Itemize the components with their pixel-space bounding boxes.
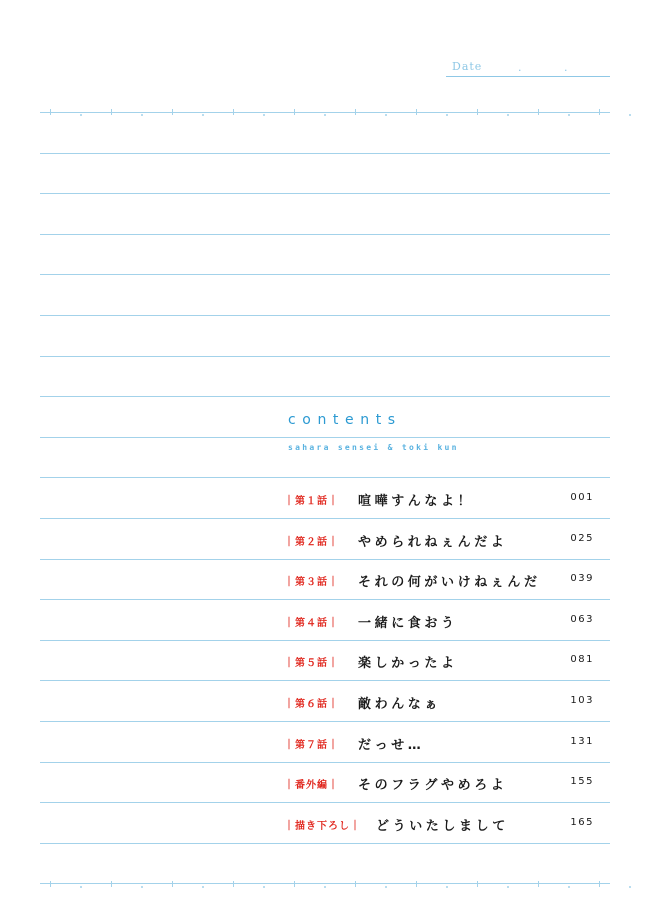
ruler-tick <box>172 109 173 115</box>
ruler-tick <box>172 881 173 887</box>
chapter-label: ｜第３話｜ <box>284 577 339 589</box>
date-separator: . <box>564 61 568 74</box>
page-number: 155 <box>570 776 594 788</box>
ruler-dot <box>446 114 448 116</box>
ruled-line <box>40 518 610 519</box>
page-number: 025 <box>570 532 594 544</box>
page-number: 103 <box>570 695 594 706</box>
ruler-dot <box>385 886 387 888</box>
chapter-label: ｜番外編｜ <box>284 780 339 792</box>
ruled-line <box>40 153 610 154</box>
chapter-label: ｜第２話｜ <box>284 536 339 548</box>
ruler-tick <box>416 109 417 115</box>
contents-heading: contents <box>288 412 402 428</box>
ruler-dot <box>202 886 204 888</box>
toc-entry[interactable] <box>284 612 594 632</box>
ruled-line <box>40 356 610 357</box>
chapter-title: どういたしまして <box>376 818 509 834</box>
ruled-line <box>40 477 610 478</box>
chapter-label: ｜第６話｜ <box>284 699 339 710</box>
toc-entry[interactable] <box>284 652 594 672</box>
ruled-line <box>40 640 610 641</box>
page-number: 063 <box>570 613 594 625</box>
toc-entry[interactable] <box>284 693 594 713</box>
ruler-tick <box>477 109 478 115</box>
ruled-line <box>40 315 610 316</box>
ruler-dot <box>568 114 570 116</box>
ruler-tick <box>477 881 478 887</box>
ruler-tick <box>599 881 600 887</box>
ruler-tick <box>111 881 112 887</box>
toc-entry[interactable] <box>284 774 594 794</box>
contents-subtitle: sahara sensei & toki kun <box>288 443 459 452</box>
ruled-line <box>40 193 610 194</box>
ruled-line <box>40 234 610 235</box>
ruled-line <box>40 721 610 722</box>
ruler-tick <box>538 881 539 887</box>
ruler-dot <box>263 886 265 888</box>
ruled-line <box>40 437 610 438</box>
ruler-dot <box>80 886 82 888</box>
ruler-dot <box>80 114 82 116</box>
ruled-line <box>40 599 610 600</box>
chapter-label: ｜第４話｜ <box>284 617 339 629</box>
ruler-dot <box>629 886 631 888</box>
page-number: 131 <box>570 735 594 747</box>
toc-entry[interactable] <box>284 571 594 591</box>
date-label: Date <box>452 60 483 73</box>
ruled-line <box>40 680 610 681</box>
chapter-title: そのフラグやめろよ <box>358 778 508 794</box>
chapter-label: ｜第１話｜ <box>284 496 339 507</box>
page-number: 039 <box>570 573 594 585</box>
ruler-dot <box>141 886 143 888</box>
ruled-line <box>40 802 610 803</box>
ruler-dot <box>568 886 570 888</box>
chapter-title: 喧嘩すんなよ！ <box>358 494 475 509</box>
ruler-dot <box>141 114 143 116</box>
ruler-tick <box>294 881 295 887</box>
chapter-label: ｜描き下ろし｜ <box>284 820 361 832</box>
ruler-dot <box>385 114 387 116</box>
ruler-tick <box>50 109 51 115</box>
ruled-line <box>40 843 610 844</box>
toc-entry[interactable] <box>284 490 594 510</box>
ruler-dot <box>507 114 509 116</box>
toc-entry[interactable] <box>284 734 594 754</box>
chapter-title: 敵わんなぁ <box>358 697 442 712</box>
toc-entry[interactable] <box>284 531 594 551</box>
ruler-tick <box>355 881 356 887</box>
ruled-line <box>40 396 610 397</box>
ruled-line <box>40 883 610 884</box>
ruler-tick <box>50 881 51 887</box>
date-separator: . <box>518 61 522 74</box>
ruler-dot <box>202 114 204 116</box>
chapter-title: やめられねぇんだよ <box>358 534 508 550</box>
chapter-title: だっせ… <box>358 737 425 753</box>
ruler-dot <box>324 886 326 888</box>
ruler-tick <box>294 109 295 115</box>
ruler-dot <box>324 114 326 116</box>
ruler-tick <box>233 109 234 115</box>
page-number: 001 <box>570 492 594 503</box>
ruler-tick <box>538 109 539 115</box>
ruled-line <box>40 112 610 113</box>
date-field <box>446 58 610 77</box>
ruled-line <box>40 274 610 275</box>
ruler-dot <box>507 886 509 888</box>
ruler-dot <box>629 114 631 116</box>
ruler-tick <box>111 109 112 115</box>
page-number: 081 <box>570 654 594 666</box>
ruler-tick <box>355 109 356 115</box>
ruled-line <box>40 559 610 560</box>
chapter-title: 楽しかったよ <box>358 656 458 672</box>
ruler-tick <box>416 881 417 887</box>
ruled-line <box>40 762 610 763</box>
page-number: 165 <box>570 816 594 828</box>
ruler-dot <box>263 114 265 116</box>
ruler-tick <box>599 109 600 115</box>
chapter-label: ｜第７話｜ <box>284 739 339 751</box>
chapter-label: ｜第５話｜ <box>284 658 339 670</box>
ruler-dot <box>446 886 448 888</box>
chapter-title: 一緒に食おう <box>358 615 458 631</box>
ruler-tick <box>233 881 234 887</box>
chapter-title: それの何がいけねぇんだ <box>358 575 541 591</box>
toc-entry[interactable] <box>284 815 594 835</box>
